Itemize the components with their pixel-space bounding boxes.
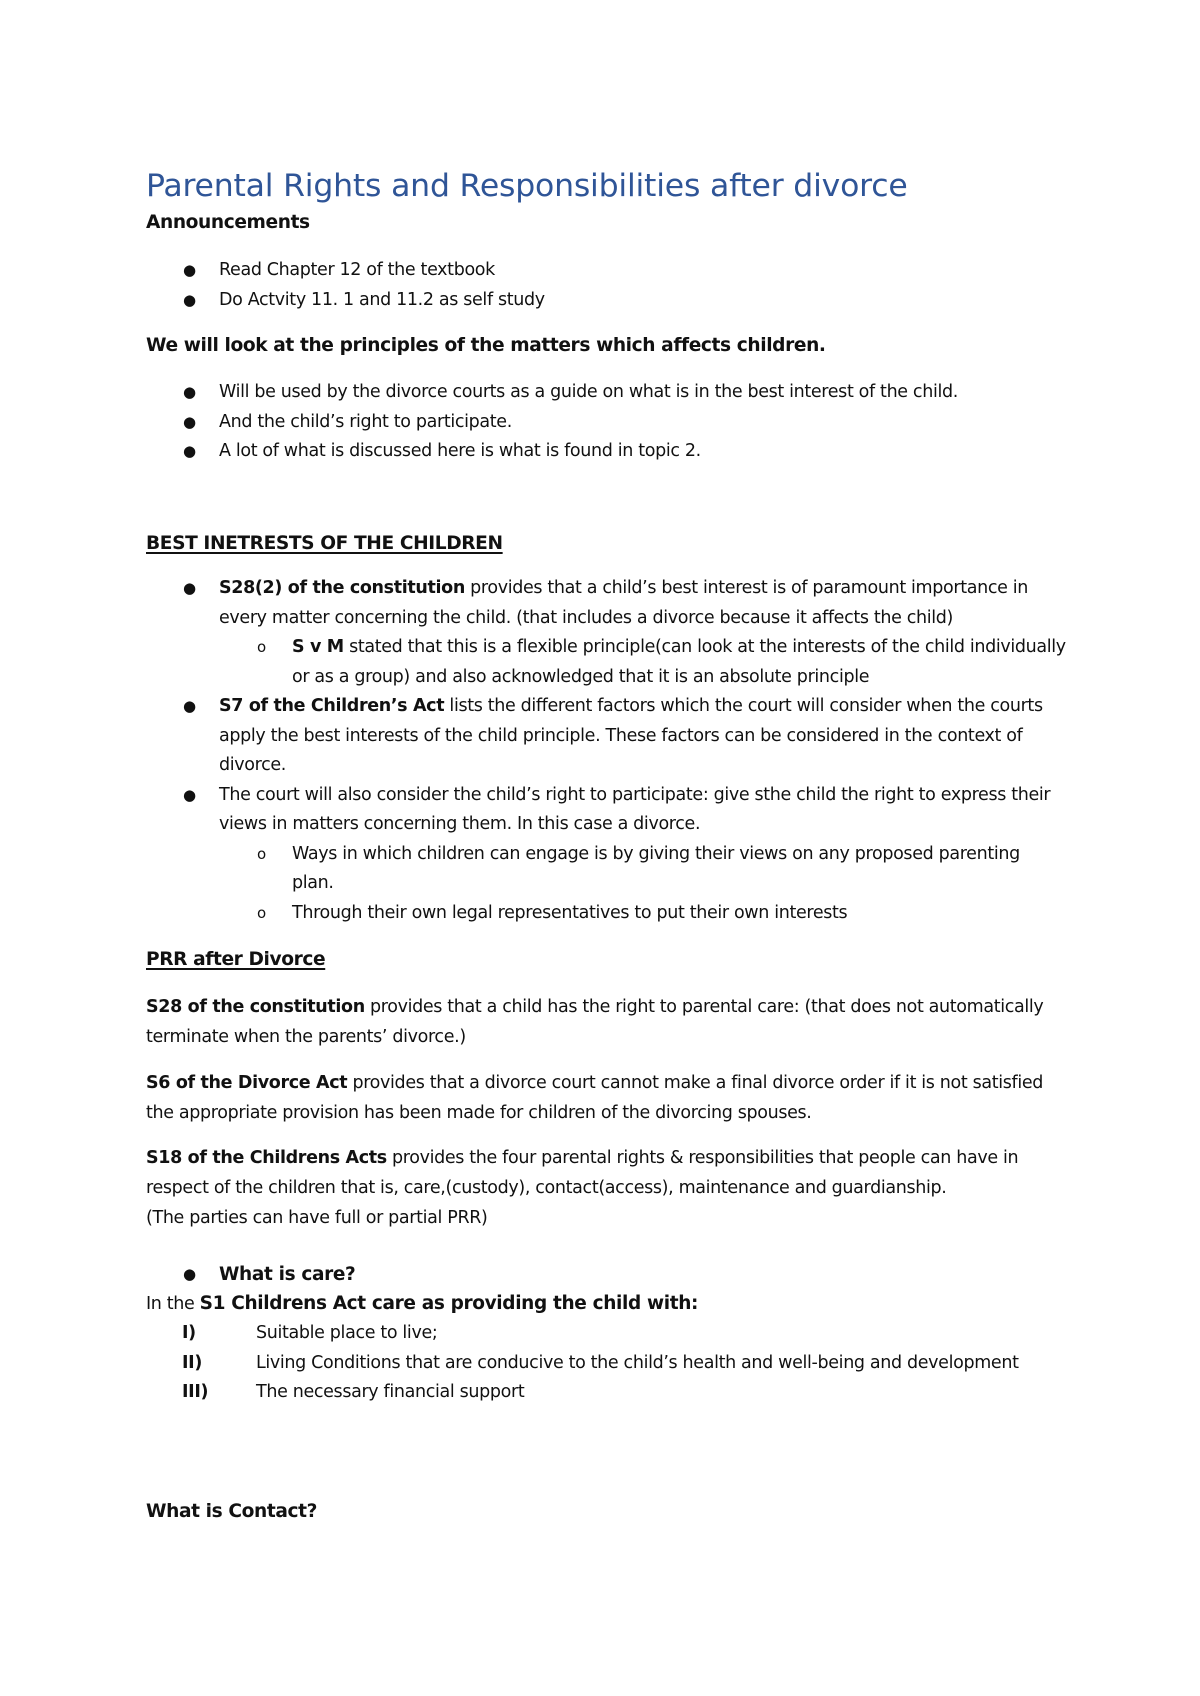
sub-list-item: o Ways in which children can engage is by giving their views on any proposed parenting plan.: [219, 840, 1066, 899]
prr-paragraph-3: S18 of the Childrens Acts provides the four parental rights & responsibilities that people can have in respect of the children that is, care,(custody), contact(access), maintenance and guardianship. (The parties can have full or partial PRR): [146, 1148, 1019, 1228]
bullet-icon: ●: [183, 579, 196, 597]
list-item: ● Read Chapter 12 of the textbook: [146, 256, 1066, 286]
bullet-icon: ●: [183, 412, 196, 431]
list-item: III) The necessary financial support: [182, 1382, 525, 1402]
sub-list: [219, 633, 1066, 692]
bullet-icon: ●: [183, 697, 196, 715]
principles-list: [146, 378, 1066, 467]
sub-list-item: o S v M stated that this is a flexible principle(can look at the interests of the child individually or as a group) and also acknowledged that it is an absolute principle: [219, 633, 1066, 692]
list-item: ● Will be used by the divorce courts as a guide on what is in the best interest of the child.: [146, 378, 1066, 408]
prr-heading: PRR after Divorce: [146, 949, 326, 970]
circle-bullet-icon: o: [257, 638, 266, 656]
care-question-list: [146, 1260, 1066, 1291]
care-intro: In the S1 Childrens Act care as providing the child with:: [146, 1293, 699, 1314]
circle-bullet-icon: o: [257, 844, 266, 863]
care-definition-list: [146, 1319, 1066, 1408]
best-interests-list: [146, 574, 1066, 928]
list-item: ● Do Actvity 11. 1 and 11.2 as self study: [146, 286, 1066, 316]
list-item: ● S7 of the Children’s Act lists the different factors which the court will consider when the courts apply the best interests of the child principle. These factors can be considered in the context of divorce.: [146, 692, 1066, 781]
announcements-heading: Announcements: [146, 212, 310, 233]
bullet-icon: ●: [183, 1265, 196, 1283]
best-interests-heading: BEST INETRESTS OF THE CHILDREN: [146, 533, 503, 554]
principles-heading: We will look at the principles of the matters which affects children.: [146, 335, 826, 356]
list-item: ● What is care?: [146, 1260, 1066, 1291]
bullet-icon: ●: [183, 442, 196, 460]
list-item: ● The court will also consider the child’s right to participate: give sthe child the right to express their views in matters concerning them. In this case a divorce. o Ways in which children can engage is by giving their views on any proposed parenting plan. o Through their own legal representatives to put their own interests: [146, 781, 1066, 929]
bullet-icon: ●: [183, 785, 196, 804]
prr-paragraph-2: S6 of the Divorce Act provides that a divorce court cannot make a final divorce order if it is not satisfied the appropriate provision has been made for children of the divorcing spouses.: [146, 1073, 1044, 1123]
sub-list: [219, 840, 1066, 929]
list-item: ● S28(2) of the constitution provides that a child’s best interest is of paramount importance in every matter concerning the child. (that includes a divorce because it affects the child) o S v M stated that this is a flexible principle(can look at the interests of the child individually or as a group) and also acknowledged that it is an absolute principle: [146, 574, 1066, 692]
list-item: I) Suitable place to live;: [182, 1323, 438, 1343]
contact-heading: What is Contact?: [146, 1501, 317, 1522]
circle-bullet-icon: o: [257, 903, 266, 922]
list-item: ● And the child’s right to participate.: [146, 408, 1066, 438]
bullet-icon: ●: [183, 383, 196, 401]
sub-list-item: o Through their own legal representatives to put their own interests: [219, 899, 1066, 929]
bullet-icon: ●: [183, 290, 196, 309]
bullet-icon: ●: [183, 261, 196, 279]
list-item: ● A lot of what is discussed here is what is found in topic 2.: [146, 437, 1066, 467]
page-title: Parental Rights and Responsibilities after divorce: [146, 168, 908, 204]
prr-paragraph-1: S28 of the constitution provides that a child has the right to parental care: (that does not automatically terminate when the parents’ divorce.): [146, 997, 1044, 1047]
list-item: II) Living Conditions that are conducive to the child’s health and well-being and development: [182, 1352, 1019, 1373]
announcements-list: [146, 256, 1066, 315]
